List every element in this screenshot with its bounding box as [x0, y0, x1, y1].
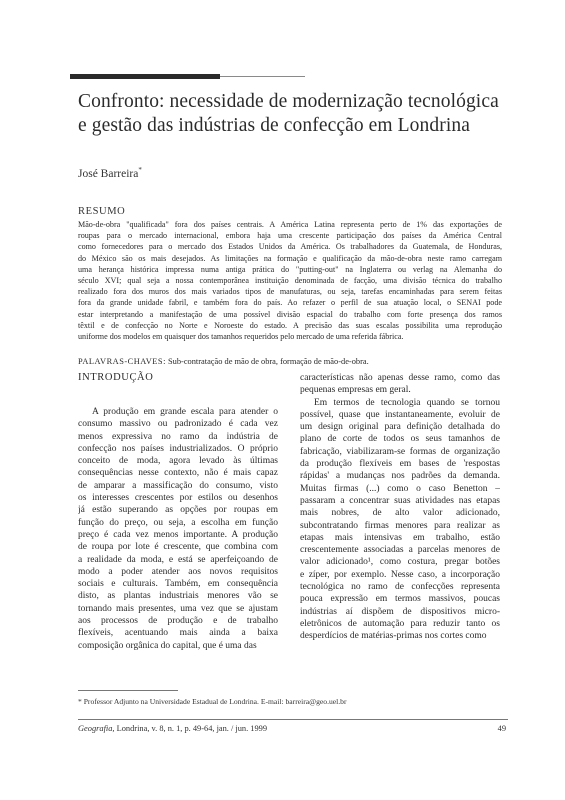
text-line: os interesses crescentes por estilos ou desenhos	[78, 493, 278, 504]
text-line: plano de corte de todos os seus tamanhos de	[300, 434, 500, 445]
text-line: realizado fora dos muros dos mais variados tipos de manufaturas, ou seja, tarefas encaminhadas para serem feitas	[78, 287, 502, 297]
text-line: pouca expressão em termos massivos, poucas	[300, 594, 500, 605]
footer-rule	[78, 719, 508, 720]
text-line: Muitas firmas (...) como o caso Benetton –	[300, 483, 500, 494]
text-line: roupas para o mercado internacional, embora haja uma crescente participação dos países da América Central	[78, 231, 502, 241]
text-line: sociais e culturais. Também, em consequência	[78, 579, 278, 590]
text-line: possível, quase que instantaneamente, evoluir de	[300, 409, 500, 420]
keywords-text: Sub-contratação de mão de obra, formação de mão-de-obra.	[168, 357, 369, 366]
text-line: passaram a concentrar suas atividades nas etapas	[300, 495, 500, 506]
text-line: consumo massivo ou padronizado é cada vez	[78, 419, 278, 430]
title-line: e gestão das indústrias de confecção em Londrina	[78, 115, 470, 136]
text-line: um design original para definição detalhada do	[300, 422, 500, 433]
footer-citation: Londrina, v. 8, n. 1, p. 49-64, jan. / jun. 1999	[116, 724, 268, 733]
text-line: rápidas' a mudanças nos padrões da demanda.	[300, 471, 500, 482]
text-line: a realidade da moda, e está se aperfeiçoando de	[78, 554, 278, 565]
text-line: tecnológica no ramo de confecções representa	[300, 582, 500, 593]
text-line: crescentemente associadas a parcelas menores de	[300, 545, 500, 556]
author	[78, 166, 142, 180]
text-line: e zíper, por exemplo. Nesse caso, a incorporação	[300, 569, 500, 580]
text-line: pequenas empresas em geral.	[300, 385, 411, 396]
text-line: confecção nos países industrializados. O próprio	[78, 443, 278, 454]
text-line: disto, as plantas industriais menores vão se	[78, 591, 278, 602]
text-line: fora da grande unidade fabril, e também fora do país. Ao refazer o perfil de sua atuação local, o SENAI pode	[78, 298, 502, 308]
keywords-label: PALAVRAS-CHAVES:	[78, 357, 166, 366]
text-line: do México são os mais desejados. As limitações na formação e qualificação da mão-de-obra neste ramo carregam	[78, 253, 502, 263]
title-line: Confronto: necessidade de modernização tecnológica	[78, 91, 499, 112]
abstract-text	[78, 219, 502, 342]
text-line: de amparar a massificação do consumo, visto	[78, 480, 278, 491]
footnote: * Professor Adjunto na Universidade Estadual de Londrina. E-mail: barreira@geo.uel.br	[78, 697, 347, 706]
abstract-heading: RESUMO	[78, 206, 126, 217]
page-number: 49	[497, 724, 506, 733]
text-line: flexíveis, acentuando mais ainda a baixa	[78, 628, 278, 639]
text-line: Mão-de-obra "qualificada" fora dos países centrais. A América Latina representa perto de 1% das exportações de	[78, 220, 502, 229]
text-line: tornando mais presentes, uma vez que se ajustam	[78, 603, 278, 614]
keywords	[78, 357, 502, 366]
text-line: da produção flexíveis em bases de 'respostas	[300, 459, 500, 470]
text-line: preço é cada vez menos importante. A produção	[78, 529, 278, 540]
right-column	[300, 372, 500, 643]
text-line: eletrônicos de automação para reduzir tanto os	[300, 618, 500, 629]
text-line: Em termos de tecnologia quando se tornou	[314, 397, 500, 408]
text-line: século XVI; qual seja a nossa contemporânea instituição denominada de facção, uma divisão técnica do trabalho	[78, 276, 502, 286]
top-decorative-thin-rule	[220, 76, 305, 77]
author-footnote-mark: *	[138, 166, 142, 174]
section-heading-introduction: INTRODUÇÃO	[78, 372, 154, 383]
text-line: menos expressiva no ramo da indústria de	[78, 431, 278, 442]
right-column-text	[300, 372, 500, 643]
text-line: valor adicionado¹, como costura, pregar botões	[300, 557, 500, 568]
text-line: função do preço, ou seja, a escolha em função	[78, 517, 278, 528]
text-line: desperdícios de matérias-primas nos cortes como	[300, 631, 487, 642]
article-title	[78, 90, 518, 138]
text-line: subcontratando firmas menores para realizar as	[300, 520, 500, 531]
text-line: A produção em grande escala para atender o	[92, 407, 278, 417]
text-line: estar interpretando a manifestação de uma possível divisão espacial do trabalho com forte presença dos ramos	[78, 309, 502, 319]
left-column	[78, 372, 278, 652]
page-footer	[78, 724, 506, 733]
text-line: uniforme dos modelos em quaisquer dos tamanhos requeridos pelo mercado de uma referida fábrica.	[78, 332, 404, 342]
text-line: modo a poder atender aos novos requisitos	[78, 566, 278, 577]
footer-journal: Geografia,	[78, 724, 115, 733]
text-line: características não apenas desse ramo, como das	[300, 373, 500, 383]
text-line: aos processos de produção e de trabalho	[78, 616, 278, 627]
text-line: etapas mais intensivas em trabalho, estão	[300, 532, 500, 543]
text-line: indústrias aí dispõem de dispositivos micro-	[300, 606, 500, 617]
top-decorative-rule	[70, 74, 220, 79]
text-line: uma herança histórica impressa numa antiga prática do "putting-out" na Inglaterra ou verlag na Alemanha do	[78, 264, 502, 274]
text-line: mais nobres, de alto valor adicionado,	[300, 508, 500, 519]
text-line: já estão superando as opções por roupas em	[78, 505, 278, 516]
left-column-text	[78, 406, 278, 652]
text-line: de roupa por lote é crescente, que combina com	[78, 542, 278, 553]
text-line: consequências nesse contexto, não é mais capaz	[78, 468, 278, 479]
text-line: têxtil e de confecção no Norte e Noroeste do estado. A precisão das suas escalas possibilita uma reprodução	[78, 320, 502, 330]
text-line: composição orgânica do capital, que é uma das	[78, 640, 257, 651]
author-name: José Barreira	[78, 167, 139, 180]
footnote-rule	[78, 690, 178, 691]
text-line: como fornecedores para o mercado dos Estados Unidos da América. Os trabalhadores da Guatemala, de Honduras,	[78, 242, 502, 252]
text-line: conceito de moda, agora levado às últimas	[78, 456, 278, 467]
text-line: fabricação, viabilizaram-se formas de organização	[300, 446, 500, 457]
